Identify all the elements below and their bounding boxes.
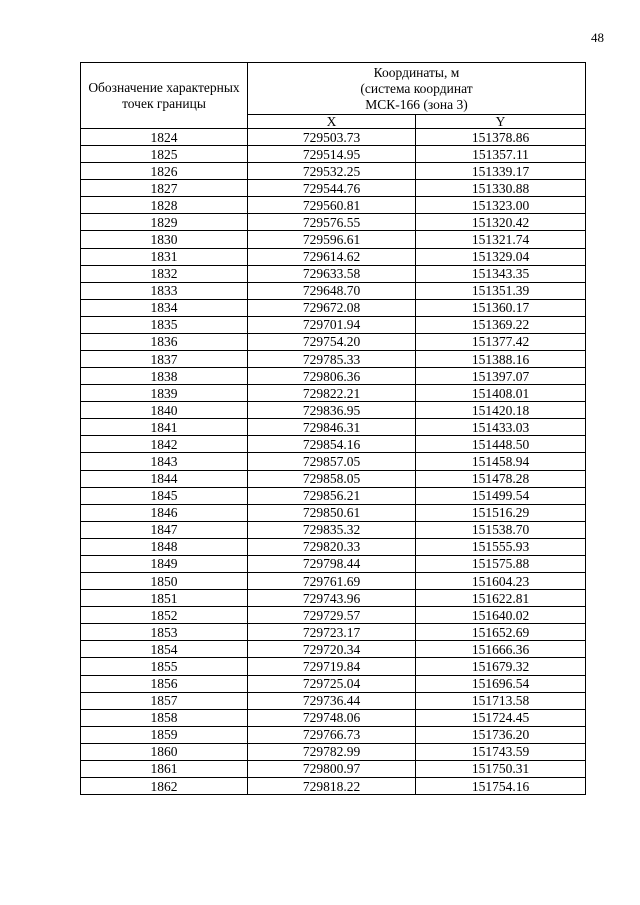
- x-coordinate-cell: 729850.61: [248, 504, 416, 521]
- point-id-cell: 1847: [81, 521, 248, 538]
- x-coordinate-cell: 729754.20: [248, 333, 416, 350]
- x-coordinate-cell: 729743.96: [248, 590, 416, 607]
- point-id-cell: 1830: [81, 231, 248, 248]
- point-id-cell: 1834: [81, 299, 248, 316]
- table-row: [81, 368, 586, 385]
- y-coordinate-cell: 151724.45: [416, 709, 586, 726]
- point-id-cell: 1826: [81, 163, 248, 180]
- table-row: [81, 351, 586, 368]
- table-row: [81, 453, 586, 470]
- y-coordinate-cell: 151388.16: [416, 351, 586, 368]
- table-row: [81, 658, 586, 675]
- x-coordinate-cell: 729835.32: [248, 521, 416, 538]
- table-row: [81, 538, 586, 555]
- point-id-cell: 1827: [81, 180, 248, 197]
- table-row: [81, 504, 586, 521]
- point-id-cell: 1859: [81, 726, 248, 743]
- y-coordinate-cell: 151420.18: [416, 402, 586, 419]
- x-coordinate-cell: 729725.04: [248, 675, 416, 692]
- table-row: [81, 743, 586, 760]
- page-number: 48: [591, 30, 604, 45]
- table-row: [81, 436, 586, 453]
- point-id-cell: 1860: [81, 743, 248, 760]
- point-id-cell: 1852: [81, 607, 248, 624]
- y-coordinate-cell: 151499.54: [416, 487, 586, 504]
- point-id-cell: 1841: [81, 419, 248, 436]
- x-coordinate-cell: 729596.61: [248, 231, 416, 248]
- x-coordinate-cell: 729858.05: [248, 470, 416, 487]
- point-id-cell: 1848: [81, 538, 248, 555]
- coordinates-header-line3: МСК-166 (зона 3): [365, 96, 468, 112]
- table-body: [81, 129, 586, 795]
- x-coordinate-cell: 729614.62: [248, 248, 416, 265]
- x-coordinate-cell: 729633.58: [248, 265, 416, 282]
- x-coordinate-cell: 729544.76: [248, 180, 416, 197]
- y-coordinate-cell: 151696.54: [416, 675, 586, 692]
- table-row: [81, 385, 586, 402]
- table-row: [81, 590, 586, 607]
- y-coordinate-cell: 151743.59: [416, 743, 586, 760]
- x-coordinate-cell: 729723.17: [248, 624, 416, 641]
- x-coordinate-cell: 729857.05: [248, 453, 416, 470]
- y-column-header: Y: [416, 115, 586, 129]
- table-row: [81, 129, 586, 146]
- y-coordinate-cell: 151323.00: [416, 197, 586, 214]
- table-row: [81, 573, 586, 590]
- x-coordinate-cell: 729782.99: [248, 743, 416, 760]
- table-row: [81, 197, 586, 214]
- x-coordinate-cell: 729766.73: [248, 726, 416, 743]
- point-id-cell: 1851: [81, 590, 248, 607]
- y-coordinate-cell: 151320.42: [416, 214, 586, 231]
- x-coordinate-cell: 729818.22: [248, 777, 416, 794]
- point-id-cell: 1857: [81, 692, 248, 709]
- y-coordinate-cell: 151622.81: [416, 590, 586, 607]
- table-row: [81, 163, 586, 180]
- y-coordinate-cell: 151538.70: [416, 521, 586, 538]
- coordinates-header-line2: (система координат: [360, 80, 473, 96]
- table-row: [81, 607, 586, 624]
- table-row: [81, 624, 586, 641]
- point-id-cell: 1856: [81, 675, 248, 692]
- point-id-cell: 1845: [81, 487, 248, 504]
- point-id-cell: 1832: [81, 265, 248, 282]
- y-coordinate-cell: 151555.93: [416, 538, 586, 555]
- table-row: [81, 299, 586, 316]
- table-row: [81, 692, 586, 709]
- table-row: [81, 555, 586, 572]
- table-row: [81, 333, 586, 350]
- table-row: [81, 470, 586, 487]
- x-coordinate-cell: 729576.55: [248, 214, 416, 231]
- y-coordinate-cell: 151679.32: [416, 658, 586, 675]
- x-coordinate-cell: 729514.95: [248, 146, 416, 163]
- y-coordinate-cell: 151652.69: [416, 624, 586, 641]
- table-row: [81, 402, 586, 419]
- x-coordinate-cell: 729748.06: [248, 709, 416, 726]
- y-coordinate-cell: 151736.20: [416, 726, 586, 743]
- point-id-cell: 1836: [81, 333, 248, 350]
- x-column-header: X: [248, 115, 416, 129]
- x-coordinate-cell: 729736.44: [248, 692, 416, 709]
- table-row: [81, 231, 586, 248]
- point-id-cell: 1835: [81, 316, 248, 333]
- point-id-cell: 1840: [81, 402, 248, 419]
- coordinates-table: [80, 62, 586, 795]
- point-id-cell: 1846: [81, 504, 248, 521]
- point-id-cell: 1850: [81, 573, 248, 590]
- point-id-cell: 1838: [81, 368, 248, 385]
- y-coordinate-cell: 151448.50: [416, 436, 586, 453]
- y-coordinate-cell: 151516.29: [416, 504, 586, 521]
- y-coordinate-cell: 151397.07: [416, 368, 586, 385]
- y-coordinate-cell: 151329.04: [416, 248, 586, 265]
- point-id-cell: 1853: [81, 624, 248, 641]
- y-coordinate-cell: 151604.23: [416, 573, 586, 590]
- coordinates-header: [248, 63, 586, 115]
- y-coordinate-cell: 151713.58: [416, 692, 586, 709]
- table-row: [81, 709, 586, 726]
- x-coordinate-cell: 729806.36: [248, 368, 416, 385]
- table-row: [81, 521, 586, 538]
- coordinates-header-line1: Координаты, м: [373, 64, 460, 80]
- x-coordinate-cell: 729822.21: [248, 385, 416, 402]
- x-coordinate-cell: 729648.70: [248, 282, 416, 299]
- table-row: [81, 641, 586, 658]
- table-row: [81, 248, 586, 265]
- x-coordinate-cell: 729836.95: [248, 402, 416, 419]
- point-id-cell: 1842: [81, 436, 248, 453]
- x-coordinate-cell: 729785.33: [248, 351, 416, 368]
- x-coordinate-cell: 729800.97: [248, 760, 416, 777]
- y-coordinate-cell: 151351.39: [416, 282, 586, 299]
- point-id-cell: 1825: [81, 146, 248, 163]
- y-coordinate-cell: 151750.31: [416, 760, 586, 777]
- y-coordinate-cell: 151378.86: [416, 129, 586, 146]
- x-coordinate-cell: 729720.34: [248, 641, 416, 658]
- point-id-cell: 1828: [81, 197, 248, 214]
- point-label-header: [81, 63, 248, 129]
- x-coordinate-cell: 729719.84: [248, 658, 416, 675]
- table-row: [81, 316, 586, 333]
- x-coordinate-cell: 729820.33: [248, 538, 416, 555]
- point-id-cell: 1837: [81, 351, 248, 368]
- y-coordinate-cell: 151343.35: [416, 265, 586, 282]
- y-coordinate-cell: 151458.94: [416, 453, 586, 470]
- y-coordinate-cell: 151321.74: [416, 231, 586, 248]
- point-id-cell: 1831: [81, 248, 248, 265]
- point-id-cell: 1861: [81, 760, 248, 777]
- x-coordinate-cell: 729846.31: [248, 419, 416, 436]
- table-row: [81, 487, 586, 504]
- point-id-cell: 1839: [81, 385, 248, 402]
- table-row: [81, 180, 586, 197]
- y-coordinate-cell: 151575.88: [416, 555, 586, 572]
- table-row: [81, 214, 586, 231]
- point-id-cell: 1843: [81, 453, 248, 470]
- point-label-text: Обозначение характерных точек границы: [88, 79, 240, 111]
- x-coordinate-cell: 729672.08: [248, 299, 416, 316]
- y-coordinate-cell: 151369.22: [416, 316, 586, 333]
- x-coordinate-cell: 729560.81: [248, 197, 416, 214]
- x-coordinate-cell: 729503.73: [248, 129, 416, 146]
- table-row: [81, 675, 586, 692]
- table-row: [81, 265, 586, 282]
- table-row: [81, 726, 586, 743]
- point-id-cell: 1854: [81, 641, 248, 658]
- x-coordinate-cell: 729854.16: [248, 436, 416, 453]
- y-coordinate-cell: 151357.11: [416, 146, 586, 163]
- x-coordinate-cell: 729761.69: [248, 573, 416, 590]
- y-coordinate-cell: 151478.28: [416, 470, 586, 487]
- point-id-cell: 1824: [81, 129, 248, 146]
- x-coordinate-cell: 729856.21: [248, 487, 416, 504]
- y-coordinate-cell: 151339.17: [416, 163, 586, 180]
- table-header: [81, 63, 586, 129]
- point-id-cell: 1844: [81, 470, 248, 487]
- point-id-cell: 1858: [81, 709, 248, 726]
- x-coordinate-cell: 729701.94: [248, 316, 416, 333]
- y-coordinate-cell: 151330.88: [416, 180, 586, 197]
- y-coordinate-cell: 151433.03: [416, 419, 586, 436]
- x-coordinate-cell: 729729.57: [248, 607, 416, 624]
- x-coordinate-cell: 729532.25: [248, 163, 416, 180]
- point-id-cell: 1833: [81, 282, 248, 299]
- table-row: [81, 777, 586, 794]
- y-coordinate-cell: 151377.42: [416, 333, 586, 350]
- y-coordinate-cell: 151754.16: [416, 777, 586, 794]
- point-id-cell: 1862: [81, 777, 248, 794]
- table-row: [81, 419, 586, 436]
- y-coordinate-cell: 151408.01: [416, 385, 586, 402]
- table-row: [81, 146, 586, 163]
- y-coordinate-cell: 151360.17: [416, 299, 586, 316]
- table-row: [81, 282, 586, 299]
- point-id-cell: 1849: [81, 555, 248, 572]
- y-coordinate-cell: 151666.36: [416, 641, 586, 658]
- point-id-cell: 1855: [81, 658, 248, 675]
- x-coordinate-cell: 729798.44: [248, 555, 416, 572]
- point-id-cell: 1829: [81, 214, 248, 231]
- table-row: [81, 760, 586, 777]
- y-coordinate-cell: 151640.02: [416, 607, 586, 624]
